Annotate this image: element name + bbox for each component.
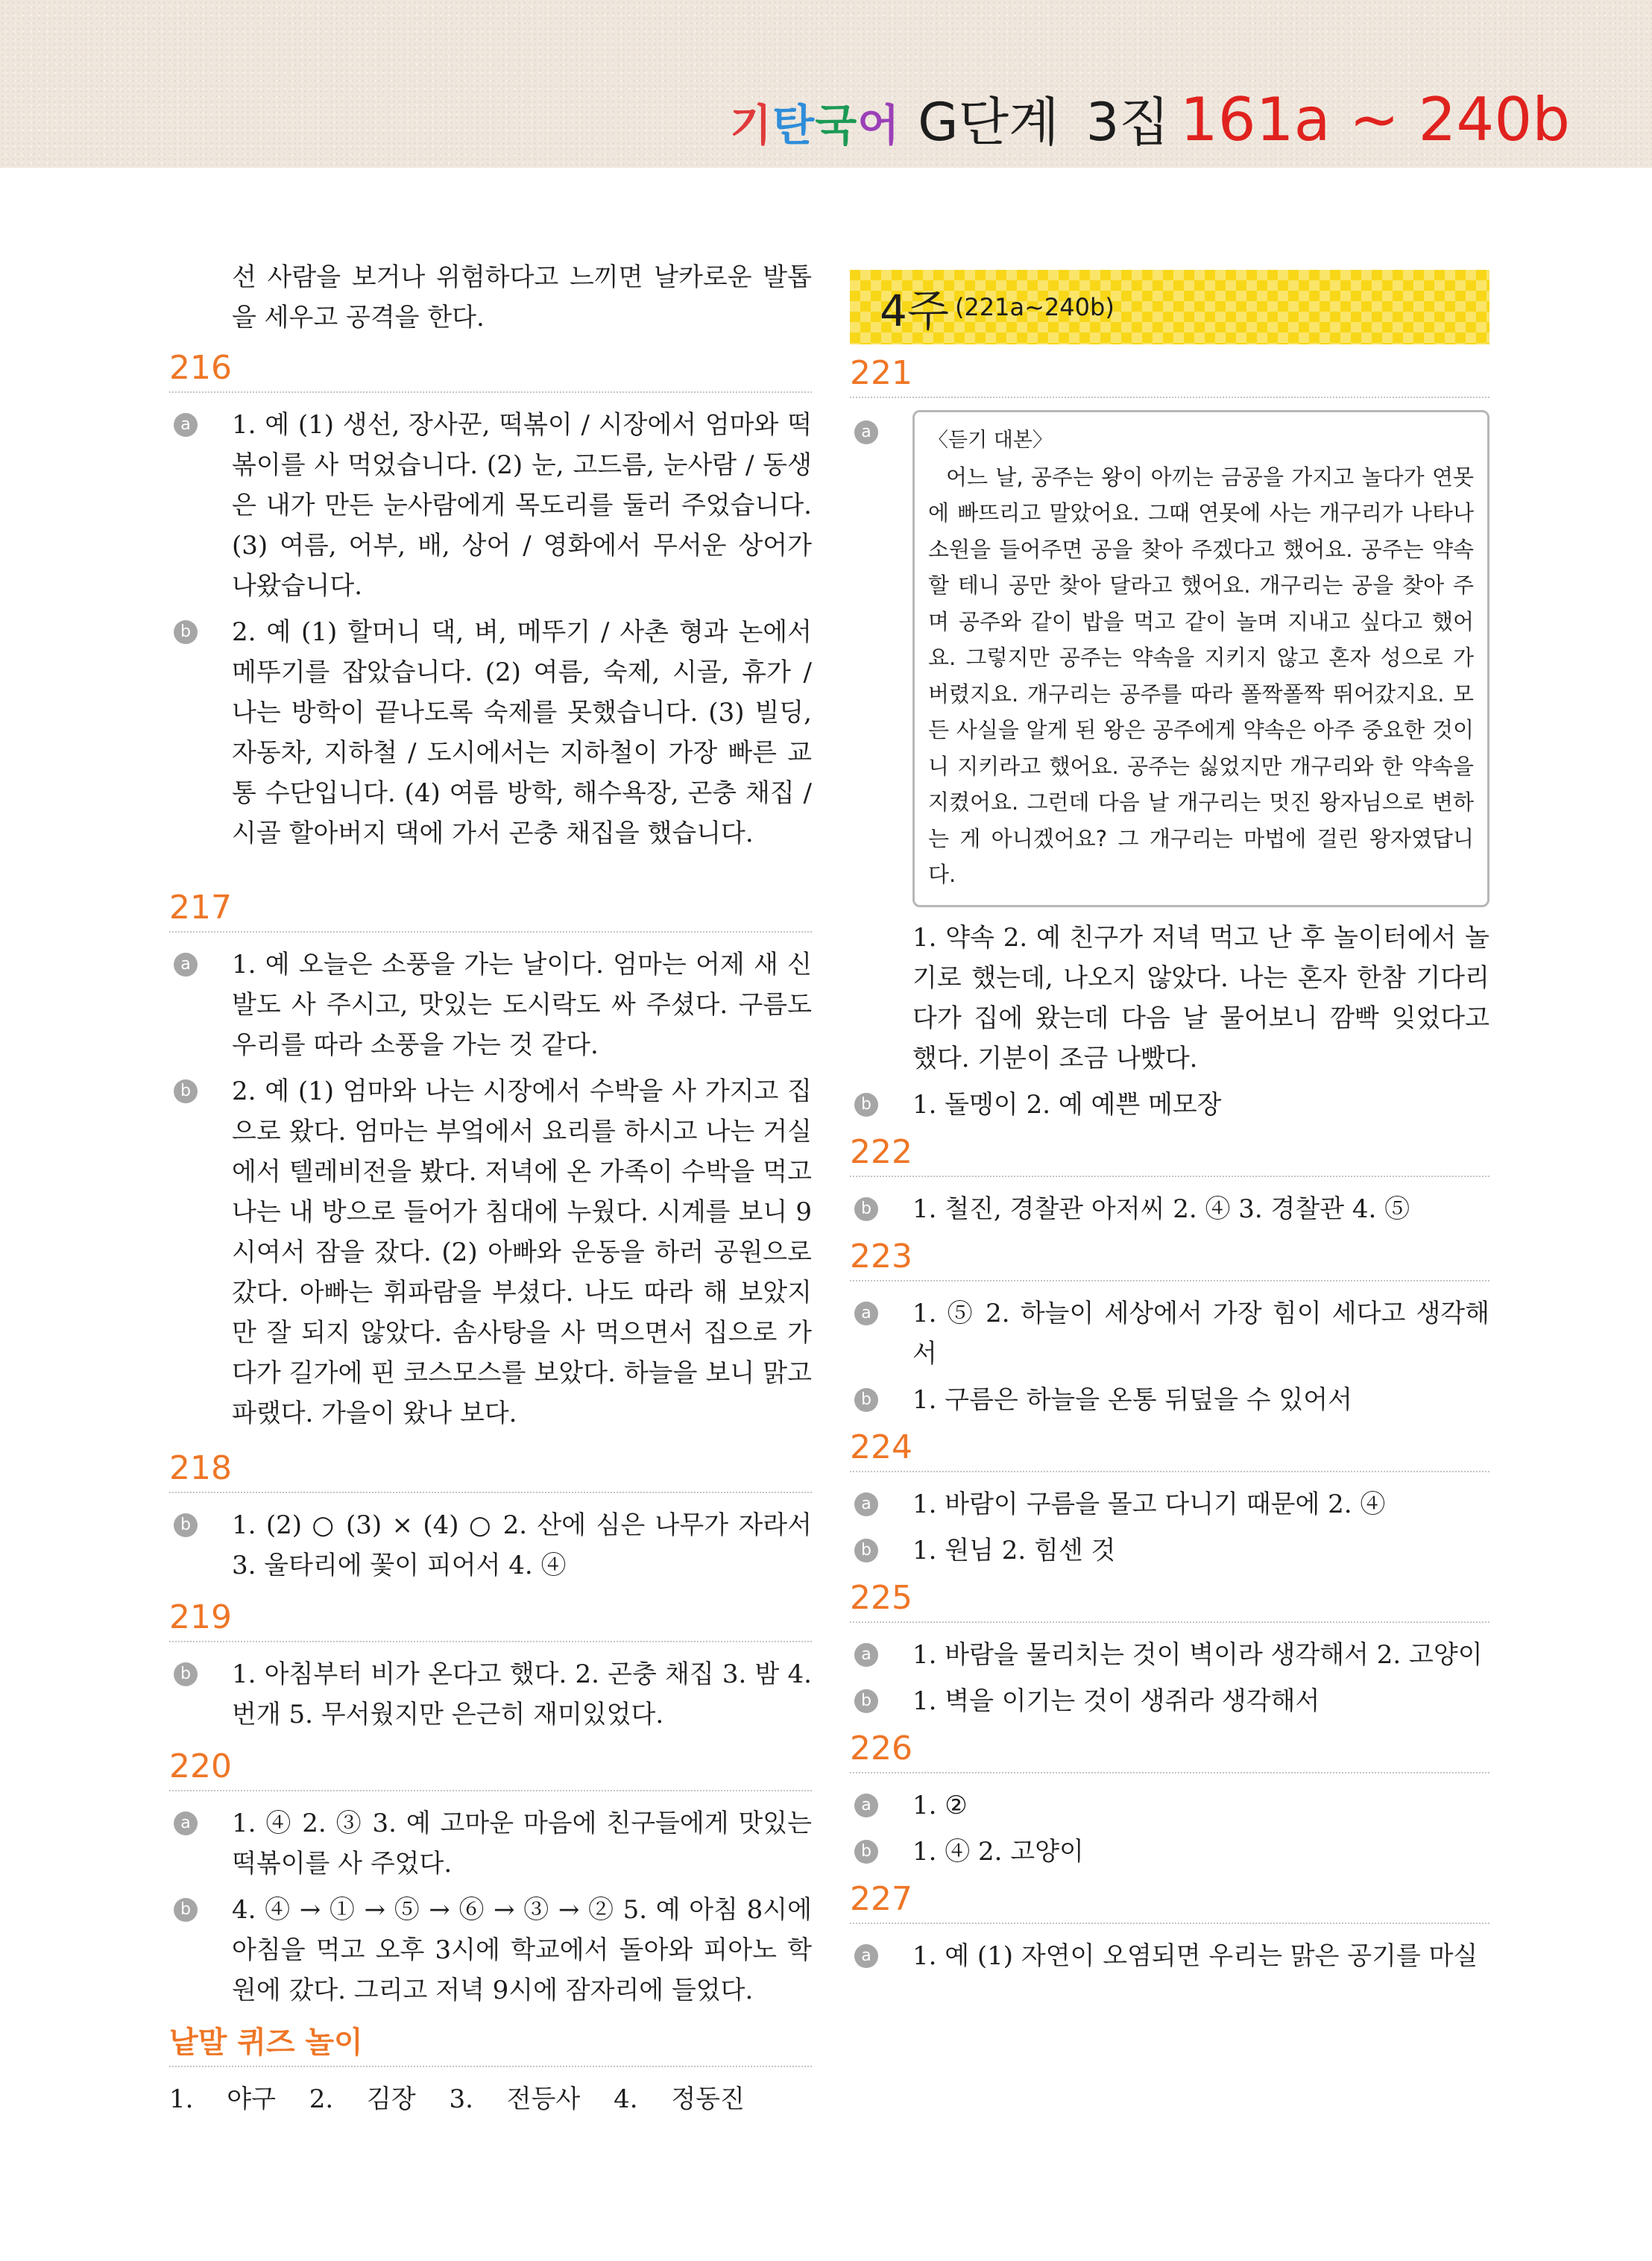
answer-225b: b 1. 벽을 이기는 것이 생쥐라 생각해서 <box>850 1681 1489 1721</box>
week-title: 4주 <box>880 286 949 336</box>
answer-217a: a 1. 예 오늘은 소풍을 가는 날이다. 엄마는 어제 새 신발도 사 주시고, 맛있는 도시락도 싸 주셨다. 구름도 우리를 따라 소풍을 가는 것 같다. <box>169 945 812 1065</box>
answer-224a: a 1. 바람이 구름을 몰고 다니기 때문에 2. ④ <box>850 1484 1489 1524</box>
page-header <box>0 0 1652 168</box>
section-number-222: 222 <box>850 1131 1489 1177</box>
answer-221a-text: 1. 약속 2. 예 친구가 저녁 먹고 난 후 놀이터에서 놀기로 했는데, 나오지 않았다. 나는 혼자 한참 기다리다가 집에 왔는데 다음 날 물어보니 깜빡 잊었다고 했다. 기분이 조금 나빴다. <box>912 922 1489 1073</box>
book-title <box>730 81 1570 155</box>
answer-222b: b 1. 철진, 경찰관 아저씨 2. ④ 3. 경찰관 4. ⑤ <box>850 1189 1489 1229</box>
answer-223a: a 1. ⑤ 2. 하늘이 세상에서 가장 힘이 세다고 생각해서 <box>850 1293 1489 1374</box>
badge-b-icon: b <box>854 1197 878 1221</box>
badge-a-icon: a <box>854 1492 878 1516</box>
word-quiz-answers: 1. 야구 2. 김장 3. 전등사 4. 정동진 <box>169 2084 745 2114</box>
section-number-221: 221 <box>850 352 1489 398</box>
answer-227a: a 1. 예 (1) 자연이 오염되면 우리는 맑은 공기를 마실 <box>850 1936 1489 1976</box>
badge-b-icon: b <box>174 1079 198 1103</box>
badge-b-icon: b <box>174 1898 198 1922</box>
answer-220a: a 1. ④ 2. ③ 3. 예 고마운 마음에 친구들에게 맛있는 떡볶이를 사 주었다. <box>169 1803 812 1884</box>
book-range: 161a ~ 240b <box>1179 85 1570 154</box>
section-number-224: 224 <box>850 1426 1489 1472</box>
badge-a-icon: a <box>854 1302 878 1325</box>
answer-219b: b 1. 아침부터 비가 온다고 했다. 2. 곤충 채집 3. 밤 4. 번개 5. 무서웠지만 은근히 재미있었다. <box>169 1654 812 1735</box>
answer-220b: b 4. ④ → ① → ⑤ → ⑥ → ③ → ② 5. 예 아침 8시에 아침을 먹고 오후 3시에 학교에서 돌아와 피아노 학원에 갔다. 그리고 저녁 9시에 잠자리에 들었다. <box>169 1890 812 2011</box>
answer-223b: b 1. 구름은 하늘을 온통 뒤덮을 수 있어서 <box>850 1380 1489 1420</box>
badge-b-icon: b <box>174 1662 198 1686</box>
badge-b-icon: b <box>174 1513 198 1537</box>
answer-224b: b 1. 원님 2. 힘센 것 <box>850 1530 1489 1571</box>
answer-216a: a 1. 예 (1) 생선, 장사꾼, 떡볶이 / 시장에서 엄마와 떡볶이를 사 먹었습니다. (2) 눈, 고드름, 눈사람 / 동생은 내가 만든 눈사람에게 목도리를 둘러 주었습니다. (3) 여름, 어부, 배, 상어 / 영화에서 무서운 상어가 나왔습니다. <box>169 405 812 606</box>
badge-b-icon: b <box>854 1689 878 1713</box>
answer-221b: b 1. 돌멩이 2. 예 예쁜 메모장 <box>850 1085 1489 1125</box>
book-volume: 3집 <box>1085 92 1170 153</box>
listening-script-title: 〈듣기 대본〉 <box>928 429 1053 452</box>
section-number-220: 220 <box>169 1745 812 1791</box>
badge-a-icon: a <box>854 1643 878 1667</box>
section-number-226: 226 <box>850 1727 1489 1773</box>
badge-b-icon: b <box>174 620 198 644</box>
section-number-219: 219 <box>169 1596 812 1642</box>
left-column <box>169 257 812 2125</box>
badge-b-icon: b <box>854 1539 878 1562</box>
section-number-218: 218 <box>169 1447 812 1493</box>
week-range: (221a~240b) <box>954 293 1115 321</box>
section-number-223: 223 <box>850 1235 1489 1281</box>
answer-221a <box>861 410 1489 907</box>
badge-a-icon: a <box>854 1944 878 1968</box>
answer-226b: b 1. ④ 2. 고양이 <box>850 1832 1489 1872</box>
answer-continuation: 선 사람을 보거나 위험하다고 느끼면 날카로운 발톱을 세우고 공격을 한다. <box>232 262 812 332</box>
answer-218b: b 1. (2) ○ (3) × (4) ○ 2. 산에 심은 나무가 자라서 3. 울타리에 꽃이 피어서 4. ④ <box>169 1505 812 1586</box>
badge-a-icon: a <box>854 420 878 444</box>
answer-225a: a 1. 바람을 물리치는 것이 벽이라 생각해서 2. 고양이 <box>850 1635 1489 1675</box>
badge-b-icon: b <box>854 1388 878 1412</box>
badge-b-icon: b <box>854 1840 878 1864</box>
right-column <box>850 270 1489 1982</box>
week-banner <box>850 270 1489 344</box>
badge-a-icon: a <box>174 413 198 437</box>
listening-script-text: 어느 날, 공주는 왕이 아끼는 금공을 가지고 놀다가 연못에 빠뜨리고 말았어요. 그때 연못에 사는 개구리가 나타나 소원을 들어주면 공을 찾아 주겠다고 했어요. 공주는 약속할 테니 공만 찾아 달라고 했어요. 개구리는 공을 찾아 주며 공주와 같이 밥을 먹고 같이 놀며 지내고 싶다고 했어요. 그렇지만 공주는 약속을 지키지 않고 혼자 성으로 가 버렸지요. 개구리는 공주를 따라 폴짝폴짝 뛰어갔지요. 모든 사실을 알게 된 왕은 공주에게 약속은 아주 중요한 것이니 지키라고 했어요. 공주는 싫었지만 개구리와 한 약속을 지켰어요. 그런데 다음 날 개구리는 멋진 왕자님으로 변하는 게 아니겠어요? 그 개구리는 마법에 걸린 왕자였답니다. <box>928 464 1474 887</box>
book-logo: 기탄국어 <box>730 100 901 151</box>
listening-script-box <box>912 410 1489 907</box>
answer-217b: b 2. 예 (1) 엄마와 나는 시장에서 수박을 사 가지고 집으로 왔다. 엄마는 부엌에서 요리를 하시고 나는 거실에서 텔레비전을 봤다. 저녁에 온 가족이 수박을 먹고 나는 내 방으로 들어가 침대에 누웠다. 시계를 보니 9시여서 잠을 잤다. (2) 아빠와 운동을 하러 공원으로 갔다. 아빠는 휘파람을 부셨다. 나도 따라 해 보았지만 잘 되지 않았다. 솜사탕을 사 먹으면서 집으로 가다가 길가에 핀 코스모스를 보았다. 하늘을 보니 맑고 파랬다. 가을이 왔나 보다. <box>169 1071 812 1434</box>
badge-b-icon: b <box>854 1093 878 1117</box>
section-number-216: 216 <box>169 347 812 393</box>
section-number-217: 217 <box>169 886 812 933</box>
badge-a-icon: a <box>174 953 198 977</box>
section-number-227: 227 <box>850 1878 1489 1924</box>
badge-a-icon: a <box>174 1811 198 1835</box>
book-level: G단계 <box>918 92 1059 153</box>
answer-216b: b 2. 예 (1) 할머니 댁, 벼, 메뚜기 / 사촌 형과 논에서 메뚜기를 잡았습니다. (2) 여름, 숙제, 시골, 휴가 / 나는 방학이 끝나도록 숙제를 못했습니다. (3) 빌딩, 자동차, 지하철 / 도시에서는 지하철이 가장 빠른 교통 수단입니다. (4) 여름 방학, 해수욕장, 곤충 채집 / 시골 할아버지 댁에 가서 곤충 채집을 했습니다. <box>169 612 812 854</box>
section-number-225: 225 <box>850 1577 1489 1623</box>
answer-226a: a 1. ② <box>850 1785 1489 1826</box>
badge-a-icon: a <box>854 1794 878 1817</box>
word-quiz-title: 낱말 퀴즈 놀이 <box>169 2021 812 2067</box>
